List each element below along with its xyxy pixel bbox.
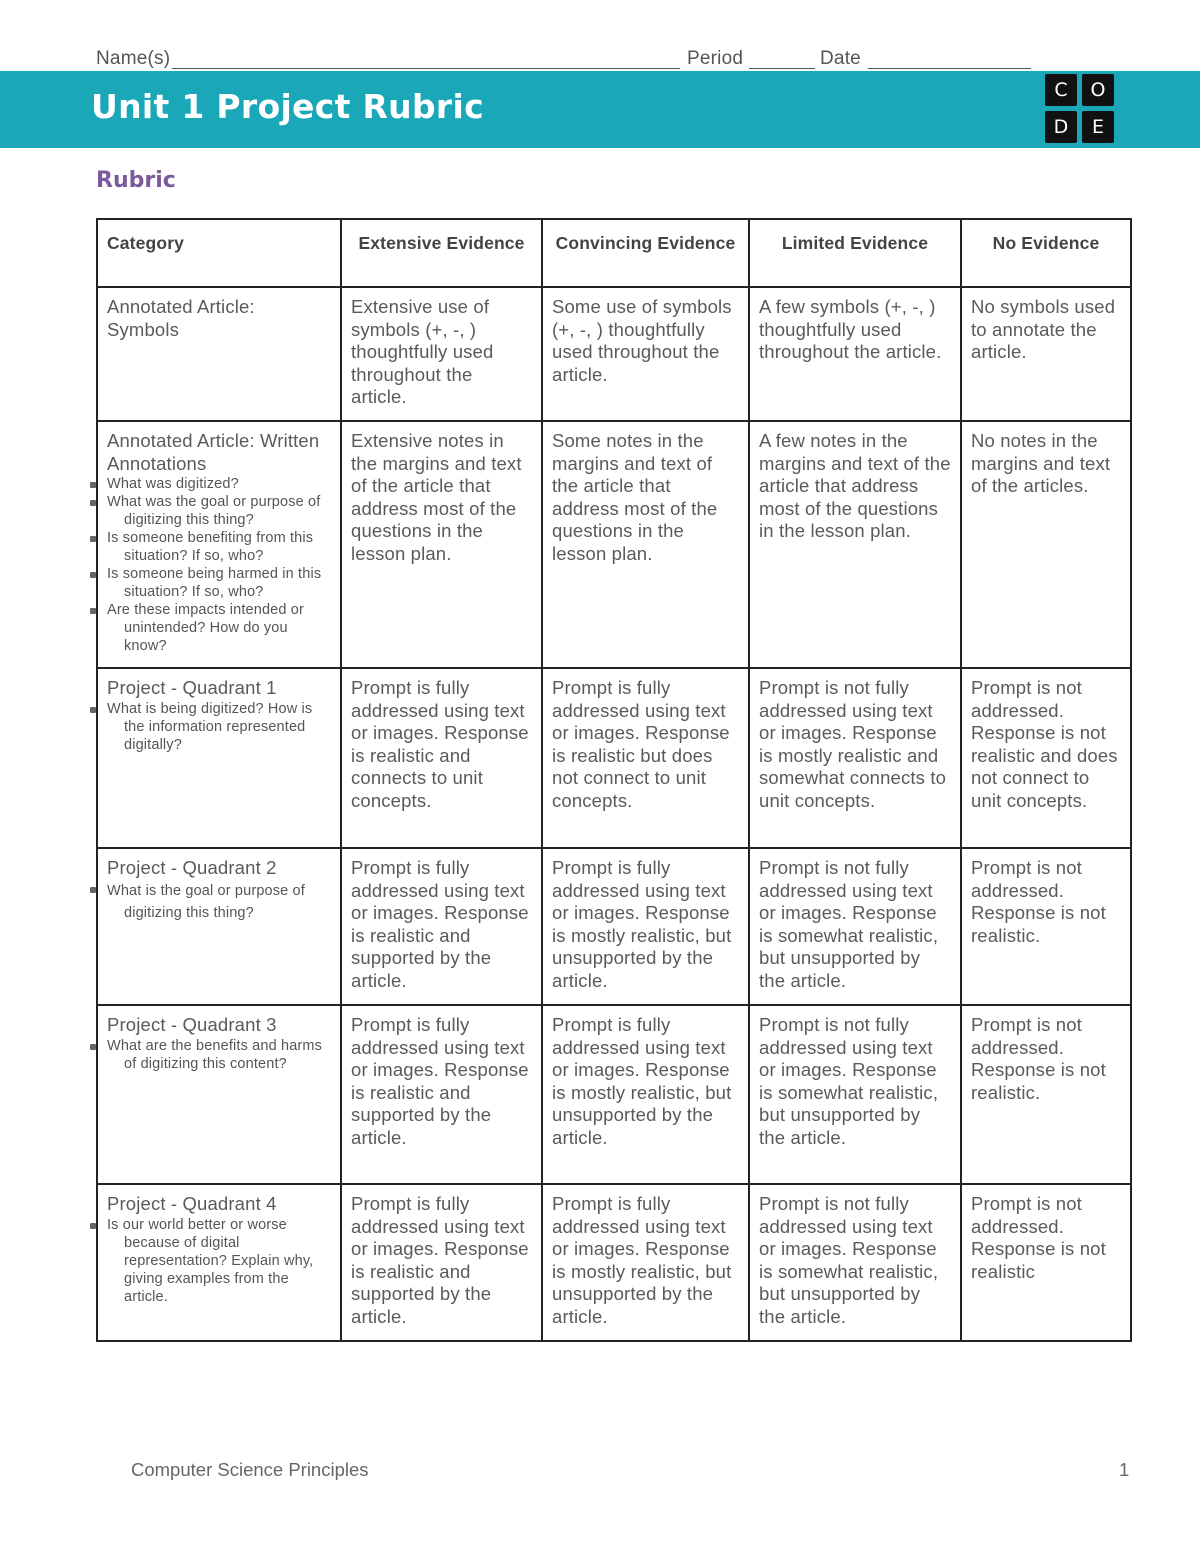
- category-title: Project - Quadrant 1: [107, 677, 277, 698]
- category-cell: [97, 848, 341, 1005]
- list-item: What is being digitized? How is the information represented digitally?: [107, 700, 331, 754]
- extensive-cell: Prompt is fully addressed using text or images. Response is realistic and connects to unit concepts.: [341, 668, 542, 848]
- logo-letter: O: [1082, 74, 1114, 106]
- category-cell: [97, 1184, 341, 1341]
- limited-cell: A few notes in the margins and text of the article that address most of the questions in the lesson plan.: [749, 421, 961, 668]
- list-item: What are the benefits and harms of digitizing this content?: [107, 1037, 331, 1073]
- extensive-cell: Prompt is fully addressed using text or images. Response is realistic and supported by the article.: [341, 1184, 542, 1341]
- limited-cell: Prompt is not fully addressed using text or images. Response is mostly realistic and somewhat connects to unit concepts.: [749, 668, 961, 848]
- guiding-questions: [107, 475, 331, 655]
- no-evidence-cell: Prompt is not addressed. Response is not realistic.: [961, 1005, 1131, 1184]
- convincing-cell: Some notes in the margins and text of the article that address most of the questions in the lesson plan.: [542, 421, 749, 668]
- page-number: 1: [1119, 1459, 1130, 1480]
- limited-cell: Prompt is not fully addressed using text or images. Response is somewhat realistic, but unsupported by the article.: [749, 1184, 961, 1341]
- limited-cell: Prompt is not fully addressed using text or images. Response is somewhat realistic, but unsupported by the article.: [749, 848, 961, 1005]
- category-cell: [97, 1005, 341, 1184]
- guiding-questions: [107, 1216, 331, 1306]
- period-blank-line[interactable]: [749, 68, 815, 69]
- category-title: Project - Quadrant 2: [107, 857, 277, 878]
- date-label: Date: [820, 48, 861, 69]
- table-row: [97, 1005, 1131, 1184]
- no-evidence-cell: No notes in the margins and text of the articles.: [961, 421, 1131, 668]
- page-title: Unit 1 Project Rubric: [91, 87, 484, 126]
- limited-cell: Prompt is not fully addressed using text or images. Response is somewhat realistic, but unsupported by the article.: [749, 1005, 961, 1184]
- period-label: Period: [687, 48, 744, 69]
- list-item: Is someone benefiting from this situation? If so, who?: [107, 529, 331, 565]
- convincing-cell: Some use of symbols (+, -, ) thoughtfully used throughout the article.: [542, 287, 749, 421]
- convincing-cell: Prompt is fully addressed using text or images. Response is mostly realistic, but unsupported by the article.: [542, 848, 749, 1005]
- table-row: [97, 421, 1131, 668]
- guiding-questions: [107, 880, 331, 924]
- extensive-cell: Extensive use of symbols (+, -, ) thoughtfully used throughout the article.: [341, 287, 542, 421]
- category-title: Project - Quadrant 3: [107, 1014, 277, 1035]
- student-info-line: [96, 48, 1031, 70]
- guiding-questions: [107, 700, 331, 754]
- no-evidence-cell: Prompt is not addressed. Response is not realistic.: [961, 848, 1131, 1005]
- column-header: Limited Evidence: [749, 219, 961, 287]
- category-cell: [97, 421, 341, 668]
- section-heading: Rubric: [96, 168, 176, 193]
- date-blank-line[interactable]: [868, 68, 1031, 69]
- extensive-cell: Prompt is fully addressed using text or images. Response is realistic and supported by the article.: [341, 1005, 542, 1184]
- code-logo: [1045, 74, 1117, 146]
- logo-letter: E: [1082, 111, 1114, 143]
- category-cell: [97, 668, 341, 848]
- table-row: [97, 287, 1131, 421]
- convincing-cell: Prompt is fully addressed using text or images. Response is mostly realistic, but unsupported by the article.: [542, 1005, 749, 1184]
- column-header: Extensive Evidence: [341, 219, 542, 287]
- list-item: Is our world better or worse because of digital representation? Explain why, giving examples from the article.: [107, 1216, 331, 1306]
- rubric-table: [96, 218, 1132, 1342]
- column-header: No Evidence: [961, 219, 1131, 287]
- logo-letter: C: [1045, 74, 1077, 106]
- no-evidence-cell: Prompt is not addressed. Response is not realistic: [961, 1184, 1131, 1341]
- list-item: Are these impacts intended or unintended? How do you know?: [107, 601, 331, 655]
- limited-cell: A few symbols (+, -, ) thoughtfully used throughout the article.: [749, 287, 961, 421]
- category-title: Project - Quadrant 4: [107, 1193, 277, 1214]
- table-row: [97, 1184, 1131, 1341]
- footer-course-name: Computer Science Principles: [131, 1459, 369, 1480]
- guiding-questions: [107, 1037, 331, 1073]
- category-title: Annotated Article: Symbols: [107, 296, 255, 340]
- table-header-row: [97, 219, 1131, 287]
- list-item: What was digitized?: [107, 475, 331, 493]
- column-header: Category: [97, 219, 341, 287]
- table-row: [97, 668, 1131, 848]
- name-label: Name(s): [96, 48, 171, 69]
- list-item: What was the goal or purpose of digitizing this thing?: [107, 493, 331, 529]
- extensive-cell: Extensive notes in the margins and text of the article that address most of the questions in the lesson plan.: [341, 421, 542, 668]
- list-item: What is the goal or purpose of digitizing this thing?: [107, 880, 331, 924]
- category-title: Annotated Article: Written Annotations: [107, 430, 320, 474]
- logo-letter: D: [1045, 111, 1077, 143]
- column-header: Convincing Evidence: [542, 219, 749, 287]
- extensive-cell: Prompt is fully addressed using text or images. Response is realistic and supported by the article.: [341, 848, 542, 1005]
- convincing-cell: Prompt is fully addressed using text or images. Response is mostly realistic, but unsupported by the article.: [542, 1184, 749, 1341]
- title-banner: [0, 71, 1200, 148]
- no-evidence-cell: Prompt is not addressed. Response is not realistic and does not connect to unit concepts.: [961, 668, 1131, 848]
- no-evidence-cell: No symbols used to annotate the article.: [961, 287, 1131, 421]
- list-item: Is someone being harmed in this situation? If so, who?: [107, 565, 331, 601]
- convincing-cell: Prompt is fully addressed using text or images. Response is realistic but does not connect to unit concepts.: [542, 668, 749, 848]
- table-row: [97, 848, 1131, 1005]
- name-blank-line[interactable]: [172, 68, 680, 69]
- category-cell: [97, 287, 341, 421]
